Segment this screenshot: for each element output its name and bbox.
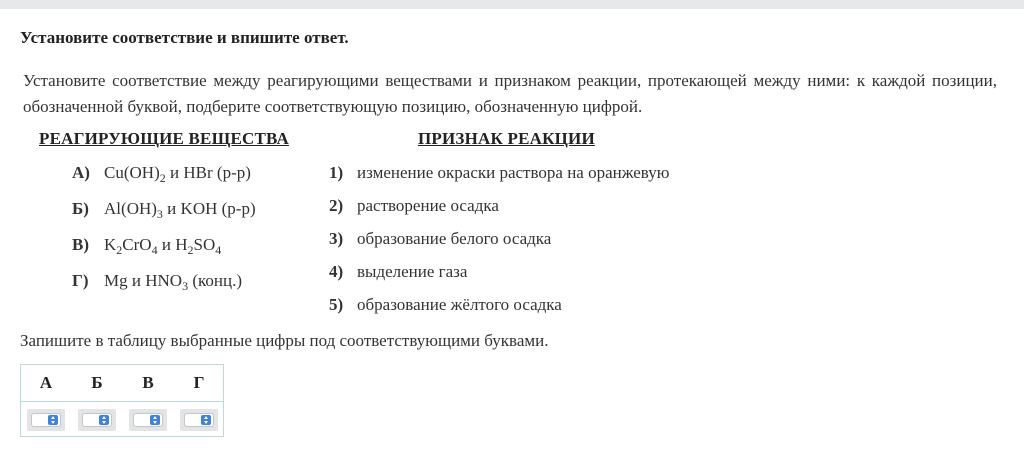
item-label: 2) [329, 196, 344, 215]
right-item-3 [329, 229, 551, 249]
right-column-header: ПРИЗНАК РЕАКЦИИ [418, 129, 595, 148]
item-text: выделение газа [357, 262, 468, 281]
item-label: Б) [72, 199, 89, 218]
left-item-v [72, 235, 221, 255]
item-label: 4) [329, 262, 344, 281]
answer-cell-v [129, 409, 167, 431]
left-item-g [72, 271, 242, 291]
right-item-1 [329, 163, 669, 183]
column-header-b: Б [91, 373, 103, 392]
answer-table [20, 364, 224, 437]
item-text: растворение осадка [357, 196, 499, 215]
answer-table-header [21, 365, 223, 402]
item-text: образование жёлтого осадка [357, 295, 562, 314]
top-bar [0, 0, 1024, 9]
item-text: изменение окраски раствора на оранжевую [357, 163, 670, 182]
item-text: $K_2CrO_4$ и $H_2SO_4$ [104, 235, 222, 257]
answer-select-v[interactable] [133, 413, 163, 427]
column-header-g: Г [193, 373, 205, 392]
answer-select-g[interactable] [184, 413, 214, 427]
item-text: Mg и $HNO_3$ (конц.) [104, 271, 243, 293]
left-item-a [72, 163, 251, 183]
select-arrows-icon [201, 415, 211, 425]
task-text: Установите соответствие между реагирующими веществами и признаком реакции, протекающей между ними: к каждой позиции, обозначенной буквой, подберите соответствующую позицию, обозначенную цифрой. [23, 71, 997, 116]
answer-cell-a [27, 409, 65, 431]
task-heading: Установите соответствие и впишите ответ. [20, 28, 349, 47]
right-item-4 [329, 262, 467, 282]
answer-select-a[interactable] [31, 413, 61, 427]
item-text: $Al(OH)_3$ и KOH (р-р) [104, 199, 256, 221]
right-item-2 [329, 196, 499, 216]
left-column-header: РЕАГИРУЮЩИЕ ВЕЩЕСТВА [39, 129, 289, 148]
left-item-b [72, 199, 256, 219]
item-label: Г) [72, 271, 89, 290]
item-label: 1) [329, 163, 344, 182]
answer-cell-g [180, 409, 218, 431]
item-label: 3) [329, 229, 344, 248]
select-arrows-icon [99, 415, 109, 425]
select-arrows-icon [150, 415, 160, 425]
item-label: 5) [329, 295, 344, 314]
right-item-5 [329, 295, 562, 315]
item-text: $Cu(OH)_2$ и HBr (р-р) [104, 163, 251, 185]
answer-instruction: Запишите в таблицу выбранные цифры под соответствующими буквами. [20, 331, 549, 350]
column-header-a: А [39, 373, 53, 392]
column-header-v: В [142, 373, 154, 392]
item-text: образование белого осадка [357, 229, 552, 248]
item-label: В) [72, 235, 89, 254]
answer-select-b[interactable] [82, 413, 112, 427]
item-label: А) [72, 163, 90, 182]
select-arrows-icon [48, 415, 58, 425]
answer-cell-b [78, 409, 116, 431]
